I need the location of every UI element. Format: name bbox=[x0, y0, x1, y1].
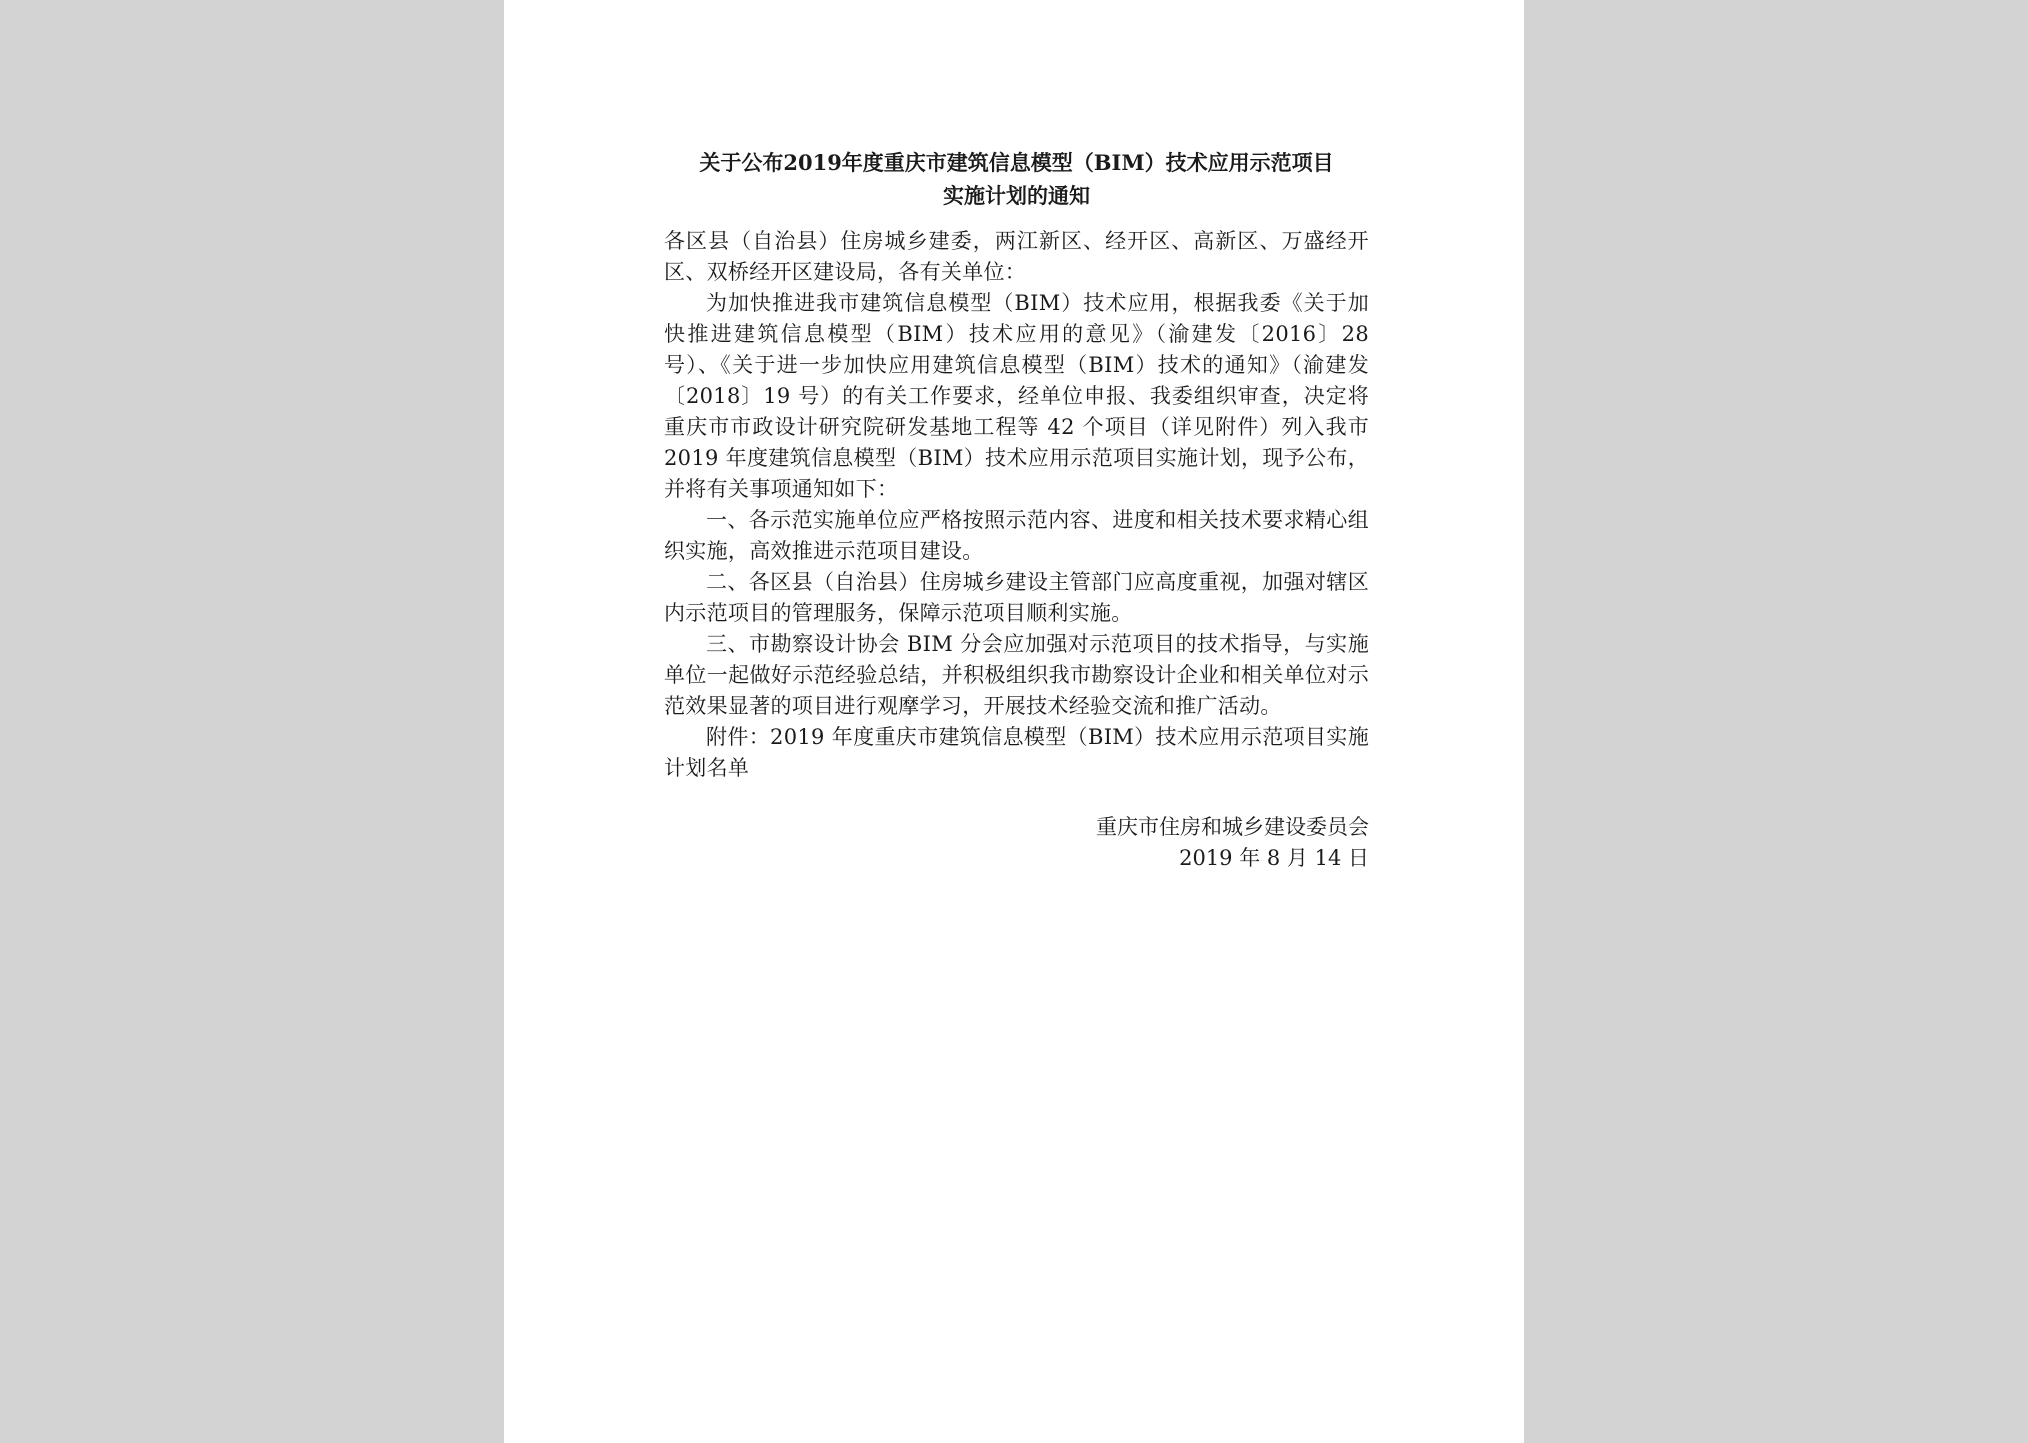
paragraph-attachment: 附件：2019 年度重庆市建筑信息模型（BIM）技术应用示范项目实施计划名单 bbox=[664, 725, 1369, 780]
paragraph-intro: 为加快推进我市建筑信息模型（BIM）技术应用，根据我委《关于加快推进建筑信息模型（BIM）技术应用的意见》（渝建发〔2016〕28 号）、《关于进一步加快应用建筑信息模型（BIM）技术的通知》（渝建发〔2018〕19 号）的有关工作要求，经单位申报、我委组织审查，决定将重庆市市政设计研究院研发基地工程等 42 个项目（详见附件）列入我市 2019 年度建筑信息模型（BIM）技术应用示范项目实施计划，现予公布，并将有关事项通知如下： bbox=[664, 291, 1369, 501]
document-page bbox=[504, 0, 1524, 1443]
salutation: 各区县（自治县）住房城乡建委，两江新区、经开区、高新区、万盛经开区、双桥经开区建设局，各有关单位： bbox=[664, 229, 1369, 284]
paragraph-item-1: 一、各示范实施单位应严格按照示范内容、进度和相关技术要求精心组织实施，高效推进示范项目建设。 bbox=[664, 508, 1369, 563]
paragraph-item-2: 二、各区县（自治县）住房城乡建设主管部门应高度重视，加强对辖区内示范项目的管理服务，保障示范项目顺利实施。 bbox=[664, 570, 1369, 625]
signature-block bbox=[664, 812, 1369, 874]
signature-date: 2019 年 8 月 14 日 bbox=[1179, 846, 1369, 870]
document-title-line-2: 实施计划的通知 bbox=[943, 183, 1090, 208]
document-content bbox=[664, 146, 1369, 874]
document-title-line-1: 关于公布2019年度重庆市建筑信息模型（BIM）技术应用示范项目 bbox=[699, 150, 1334, 175]
signature-organization: 重庆市住房和城乡建设委员会 bbox=[1096, 815, 1369, 839]
paragraph-item-3: 三、市勘察设计协会 BIM 分会应加强对示范项目的技术指导，与实施单位一起做好示范经验总结，并积极组织我市勘察设计企业和相关单位对示范效果显著的项目进行观摩学习，开展技术经验交流和推广活动。 bbox=[664, 632, 1369, 718]
